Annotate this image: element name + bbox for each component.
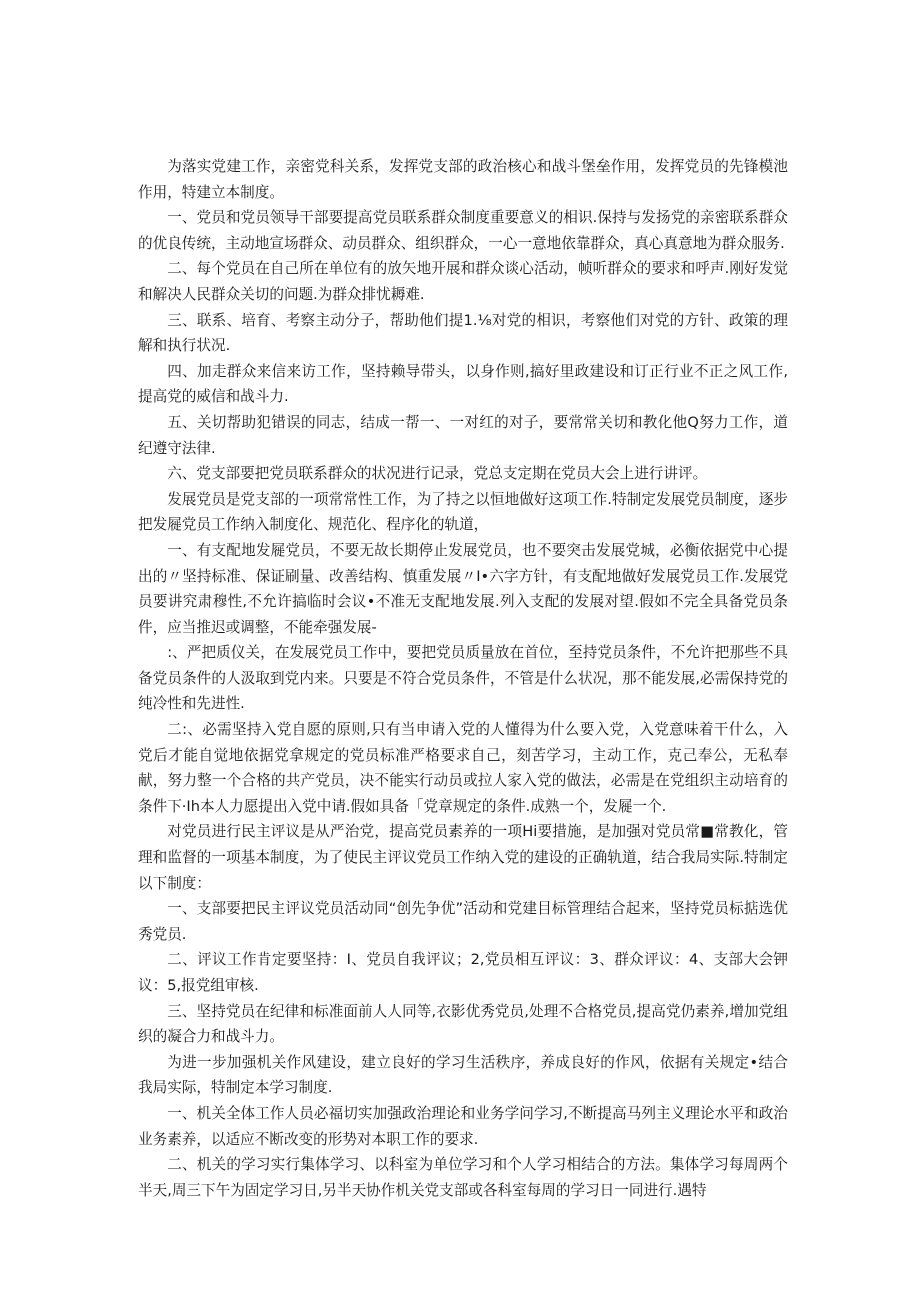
paragraph-evaluation-rule-1: 一、支部要把民主评议党员活动同“创先争优”活动和党建目标管理结合起来，坚持党员标掂选优秀党员.: [138, 900, 788, 943]
paragraph-development-rule-3: 二:、必需坚持入党自愿的原则,只有当申请入党的人懂得为什么要入党，入党意味着干什么，入党后才能自觉地依据党拿规定的党员标准严格要求自己，刻苦学习，主动工作，克己奉公，无私奉献，努力整一个合格的共产党员，决不能实行动员或拉人家入党的做法，必需是在党组织主动培育的条件下·Ih本人力愿提出入党中请.假如具备「党章规定的条件.成熟一个，发屣一个.: [138, 721, 788, 815]
paragraph-liaison-rule-3: 三、联系、培育、考察主动分子，帮助他们提1.⅛对党的相识，考察他们对党的方针、政策的理解和执行状况.: [138, 311, 788, 355]
paragraph-evaluation-rule-3: 三、坚持党员在纪律和标准面前人人同等,衣影优秀党员,处理不合格党员,提高党仍素养,增加党组织的凝合力和战斗力。: [138, 1002, 788, 1046]
paragraph-intro-democratic-evaluation: 对党员进行民主评议是从严治党，提高党员素养的一项Hi要措施，是加强对党员常■常教化，管理和监督的一项基本制度，为了使民主评议党员工作纳入党的建设的正确轨道，结合我局实际.特制定以下制度：: [138, 823, 788, 892]
paragraph-evaluation-rule-2: 二、评议工作肯定要坚持：I、党员自我评议；2,党员相互评议：3、群众评议：4、支部大会钾议：5,报党组审核.: [138, 951, 788, 994]
paragraph-development-rule-1: 一、有支配地发屣党员，不要无故长期停止发展党员，也不要突击发展党城，必衡依据党中心提出的〃坚持标准、保证刷量、改善结构、慎重发展〃I•六字方针，有支配地做好发展党员工作.发展党员要讲究肃穆性,不允许搞临时会议•不准无支配地发展.列入支配的发展对望.假如不完全具备党员条件，应当推迟或调整，不能牵强发展-: [138, 541, 788, 636]
paragraph-liaison-rule-4: 四、加走群众来信来访工作，坚持赖导带头，以身作则,搞好里政建设和订正行业不正之风工作,提高党的威信和战斗力.: [138, 362, 788, 406]
paragraph-intro-member-development: 发展党员是党支部的一项常常性工作，为了持之以恒地做好这项工作.特制定发展党员制度，逐步把发屣党员工作纳入制度化、规范化、程序化的轨道，: [138, 490, 788, 534]
paragraph-liaison-rule-6: 六、党支部要把党员联系群众的状况进行记录，党总支定期在党员大会上进行讲评。: [167, 465, 708, 483]
document-body: [138, 154, 788, 1203]
paragraph-liaison-rule-1: 一、党员和党员领导干部要提高党员联系群众制度重要意义的相识.保持与发扬党的亲密联系群众的优良传统，主动地宣场群众、动员群众、组织群众，一心一意地依靠群众，真心真意地为群众服务.: [138, 209, 788, 252]
paragraph-study-rule-1: 一、机关全体工作人员必福切实加强政治理论和业务学问学习,不断提高马列主义理论水平和政治业务素养，以适应不断改变的形势对本职工作的要求.: [138, 1104, 788, 1148]
paragraph-intro-party-liaison: 为落实党建工作，亲密党科关系，发挥党支部的政治核心和战斗堡垒作用，发挥党员的先锋模池作用，特建立本制度。: [138, 158, 788, 201]
paragraph-study-rule-2: 二、机关的学习实行集体学习、以科室为单位学习和个人学习相结合的方法。集体学习每周两个半天,周三下午为固定学习日,另半天协作机关党支部或各科室每周的学习日一同进行.遇特: [138, 1156, 788, 1199]
paragraph-intro-study-system: 为进一步加强机关作风建设，建立良好的学习生活秩序，养成良好的作风，依据有关规定•结合我局实际，特制定本学习制度.: [138, 1053, 788, 1097]
paragraph-development-rule-2: :、严把质仪关，在发展党员工作中，要把党员质量放在首位，至持党员条件，不允许把那些不具备党员条件的人汲取到党内来。只要是不符合党员条件，不管是什么状况，那不能发展,必需保持党的纯冷性和先进性.: [138, 644, 788, 713]
paragraph-liaison-rule-2: 二、每个党员在自己所在单位有的放矢地开展和群众谈心活动，帧听群众的要求和呼声.刚好发觉和解决人民群众关切的问题.为群众排忧耨难.: [138, 260, 788, 303]
paragraph-liaison-rule-5: 五、关切帮助犯错误的同志，结成一帮一、一对红的对子，要常常关切和教化他Q努力工作，道纪遵守法律.: [138, 413, 788, 457]
